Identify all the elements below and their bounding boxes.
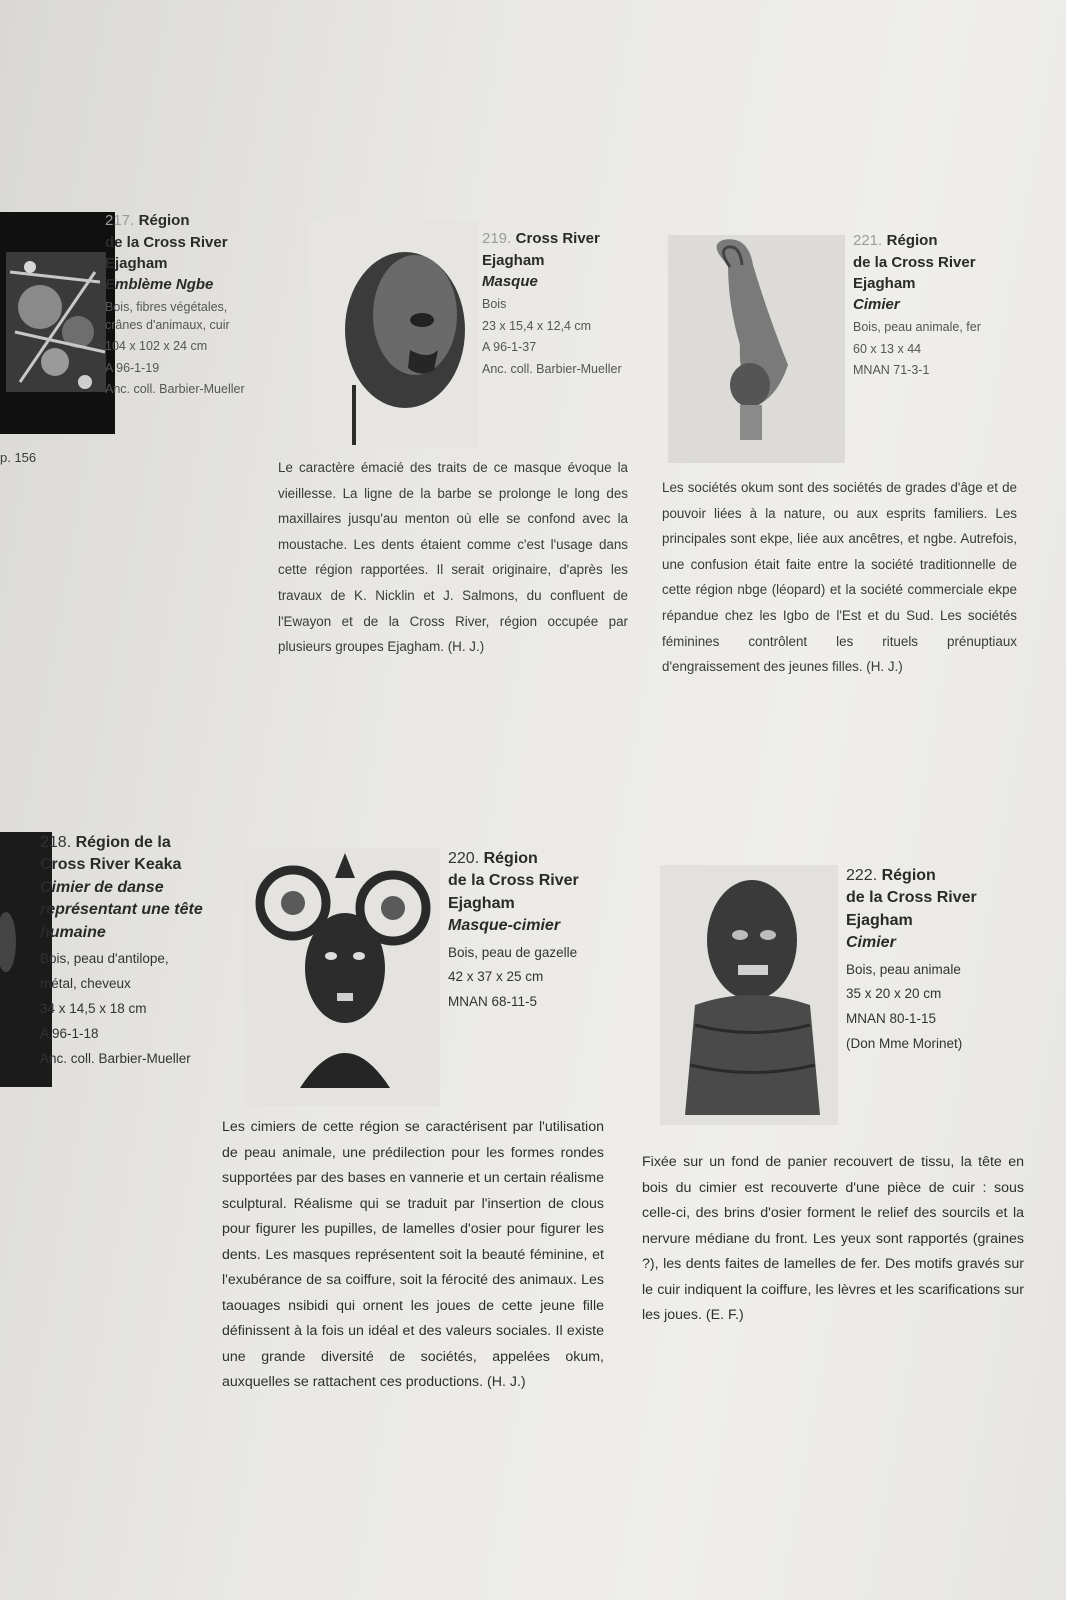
entry-title-line: de la Cross River [846, 889, 977, 907]
entry-number: 217. [105, 212, 135, 229]
object-type: Masque-cimier [448, 917, 561, 935]
entry-number: 220. [448, 850, 480, 867]
photo-219-mask [310, 220, 478, 448]
dimensions: 60 x 13 x 44 [853, 341, 922, 356]
caption-217 [105, 210, 255, 399]
entry-number: 222. [846, 867, 878, 884]
inventory-number: MNAN 80-1-15 [846, 1011, 937, 1027]
caption-222 [846, 865, 1036, 1054]
entry-number: 219. [482, 230, 512, 247]
entry-title-line: de la Cross River [448, 872, 579, 890]
inventory-number: A 96-1-19 [105, 360, 160, 375]
caption-221 [853, 230, 1043, 380]
caption-218 [40, 832, 240, 1068]
entry-title-line: de la Cross River [105, 234, 228, 252]
inventory-number: A 96-1-18 [40, 1025, 99, 1041]
materials: Bois, peau animale, fer [853, 320, 981, 335]
object-type: Cimier [846, 934, 896, 952]
page-reference: p. 156 [0, 450, 37, 465]
description-222: Fixée sur un fond de panier recouvert de tissu, la tête en bois du cimier est recouverte d'une pièce de cuir : sous celle-ci, des brins d'osier forment le relief des sourcils et la nervure médiane du front. Les yeux sont rapportés (graines ?), les dents faites de lamelles de fer. Des motifs gravés sur le cuir indiquent la coiffure, les lèvres et les scarifications sur les joues. (E. F.) [642, 1154, 1024, 1323]
entry-title-line: Cross River [515, 230, 600, 247]
caption-219 [482, 228, 652, 378]
entry-title-line: Région [483, 850, 538, 867]
provenance: Anc. coll. Barbier-Mueller [482, 361, 622, 376]
description-221: Les sociétés okum sont des sociétés de grades d'âge et de pouvoir liées à la nature, ou aux esprits familiers. Les principales sont ekpe, liée aux ancêtres, et ngbe. Autrefois, une confusion était faite entre la société traditionnelle de cette région nbge (léopard) et la société commerciale ekpe répandue chez les Igbo de l'Est et du Sud. Les sociétés féminines contrôlent les rituels prénuptiaux d'engraissement des jeunes filles. (H. J.) [662, 480, 1017, 675]
caption-220 [448, 848, 628, 1012]
provenance: (Don Mme Morinet) [846, 1036, 963, 1052]
photo-217-ngbe-emblem [0, 212, 115, 434]
dimensions: 35 x 20 x 20 cm [846, 986, 942, 1002]
description-219: Le caractère émacié des traits de ce masque évoque la vieillesse. La ligne de la barbe se prolonge le long des maxillaires jusqu'au menton où elle se confond avec la moustache. Les dents étaient comme c'est l'usage dans cette région rapportées. Il serait originaire, d'après les travaux de K. Nicklin et J. Salmons, du confluent de l'Ewayon et de la Cross River, région occupée par plusieurs groupes Ejagham. (H. J.) [278, 460, 628, 655]
object-type-line: Cimier de danse [40, 878, 164, 896]
entry-title-line: Cross River Keaka [40, 856, 182, 874]
entry-title-line: de la Cross River [853, 254, 976, 272]
object-type: Emblème Ngbe [105, 276, 214, 294]
provenance: Anc. coll. Barbier-Mueller [40, 1050, 191, 1066]
entry-number: 218. [40, 834, 72, 851]
entry-title-line: Région [881, 867, 936, 884]
object-type-line: humaine [40, 923, 106, 941]
provenance: Anc. coll. Barbier-Mueller [105, 382, 245, 397]
dimensions: 23 x 15,4 x 12,4 cm [482, 318, 592, 333]
photo-222-crest [660, 865, 838, 1125]
object-type: Masque [482, 273, 538, 291]
entry-title-line: Ejagham [105, 255, 168, 273]
entry-title-line: Ejagham [853, 275, 916, 293]
dimensions: 104 x 102 x 24 cm [105, 339, 208, 354]
entry-number: 221. [853, 232, 883, 249]
materials-line: métal, cheveux [40, 975, 131, 991]
entry-title-line: Région de la [75, 834, 171, 851]
entry-title-line: Ejagham [846, 911, 913, 929]
dimensions: 42 x 37 x 25 cm [448, 969, 544, 985]
entry-title-line: Région [138, 212, 190, 229]
description-220: Les cimiers de cette région se caractérisent par l'utilisation de peau animale, une prédilection pour les formes rondes supportées par des bases en vannerie et un certain réalisme sculptural. Réalisme qui se traduit par l'insertion de clous pour figurer les pupilles, de lamelles d'osier pour figurer les dents. Les masques représentent soit la beauté féminine, et l'exubérance de sa coiffure, soit la férocité des animaux. Les taouages nsibidi qui ornent les joues de cette jeune fille définissent à la fois un idéal et des valeurs sociales. Il existe une grande diversité de sociétés, appelées okum, auxquelles se rattachent ces productions. (H. J.) [222, 1119, 604, 1390]
entry-title-line: Ejagham [482, 252, 545, 270]
inventory-number: MNAN 68-11-5 [448, 994, 538, 1010]
object-type: Cimier [853, 296, 900, 314]
materials: Bois, fibres végétales, crânes d'animaux, cuir [105, 300, 230, 332]
photo-221-crest [668, 235, 845, 463]
inventory-number: MNAN 71-3-1 [853, 363, 930, 378]
materials: Bois, peau animale [846, 961, 961, 977]
object-type-line: représentant une tête [40, 901, 203, 919]
dimensions: 34 x 14,5 x 18 cm [40, 1000, 147, 1016]
materials: Bois [482, 297, 507, 312]
materials: Bois, peau de gazelle [448, 944, 578, 960]
inventory-number: A 96-1-37 [482, 340, 537, 355]
entry-title-line: Région [886, 232, 938, 249]
photo-220-mask-crest [245, 848, 440, 1106]
materials-line: Bois, peau d'antilope, [40, 950, 169, 966]
entry-title-line: Ejagham [448, 894, 515, 912]
